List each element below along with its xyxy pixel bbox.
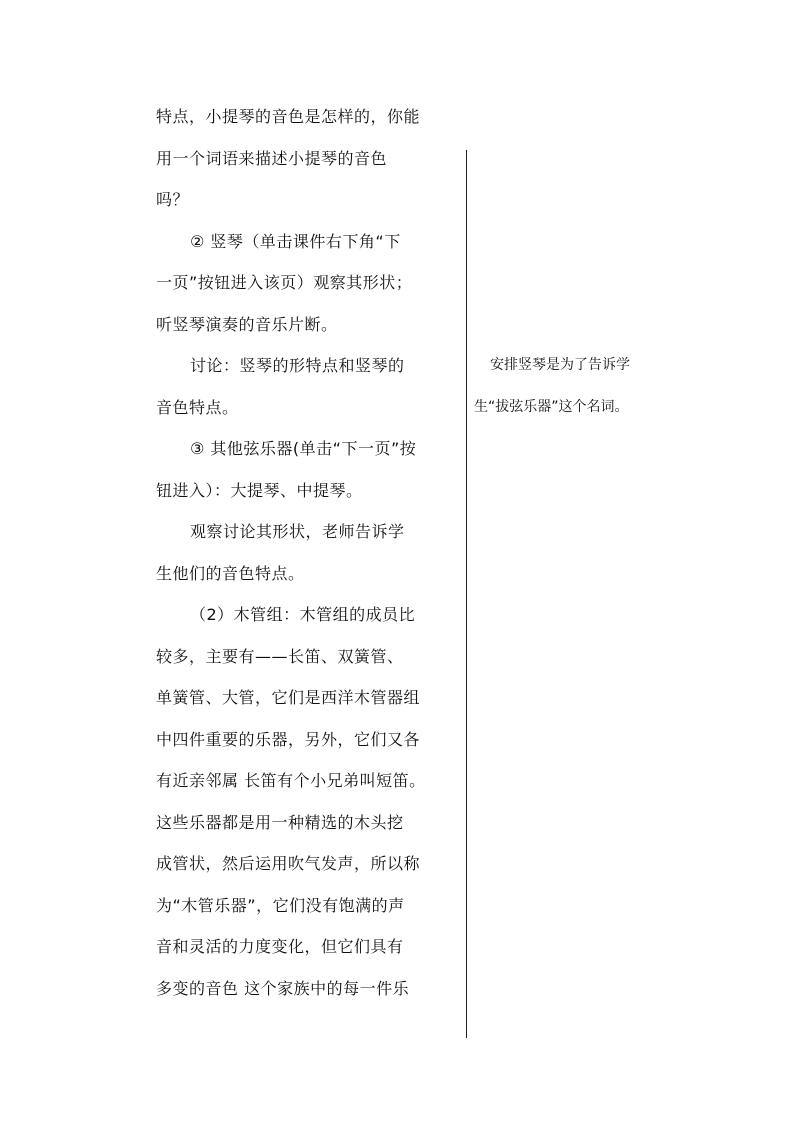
side-note-column [474,345,674,428]
text-line: 观察讨论其形状，老师告诉学 [190,522,405,541]
text-line: 有近亲邻属 长笛有个小兄弟叫短笛。 [156,771,426,790]
text-line: 生他们的音色特点。 [156,563,305,583]
text-line: ③ 其他弦乐器(单击“下一页”按 [190,439,417,458]
text-line: 一页”按钮进入该页）观察其形状； [156,273,413,292]
text-line: 多变的音色 这个家族中的每一件乐 [156,978,410,998]
text-line: 吗？ [156,190,190,209]
column-divider [466,150,467,1038]
text-line: 听竖琴演奏的音乐片断。 [156,314,338,334]
text-line: 特点，小提琴的音色是怎样的，你能 [156,107,421,126]
text-line: 用一个词语来描述小提琴的音色 [156,148,388,168]
text-line: 讨论：竖琴的形特点和竖琴的 [190,356,405,375]
text-line: ② 竖琴（单击课件右下角“下 [190,231,401,251]
text-line: 钮进入）：大提琴、中提琴。 [156,480,363,500]
text-line: 较多，主要有——长笛、双簧管、 [156,646,404,666]
text-line: 为“木管乐器”，它们没有饱满的声 [156,895,405,915]
text-line: 音和灵活的力度变化，但它们具有 [156,937,404,956]
text-line: 这些乐器都是用一种精选的木头挖 [156,812,404,832]
text-line: 音色特点。 [156,397,239,417]
text-line: 中四件重要的乐器，另外，它们又各 [156,729,421,749]
text-line: （2）木管组：木管组的成员比 [190,605,416,624]
text-line: 成管状，然后运用吹气发声，所以称 [156,854,421,873]
main-text-column [156,96,456,1009]
side-note-line: 生“拔弦乐器”这个名词。 [474,398,629,415]
side-note-line: 安排竖琴是为了告诉学 [490,357,630,373]
text-line: 单簧管、大管，它们是西洋木管器组 [156,688,421,707]
